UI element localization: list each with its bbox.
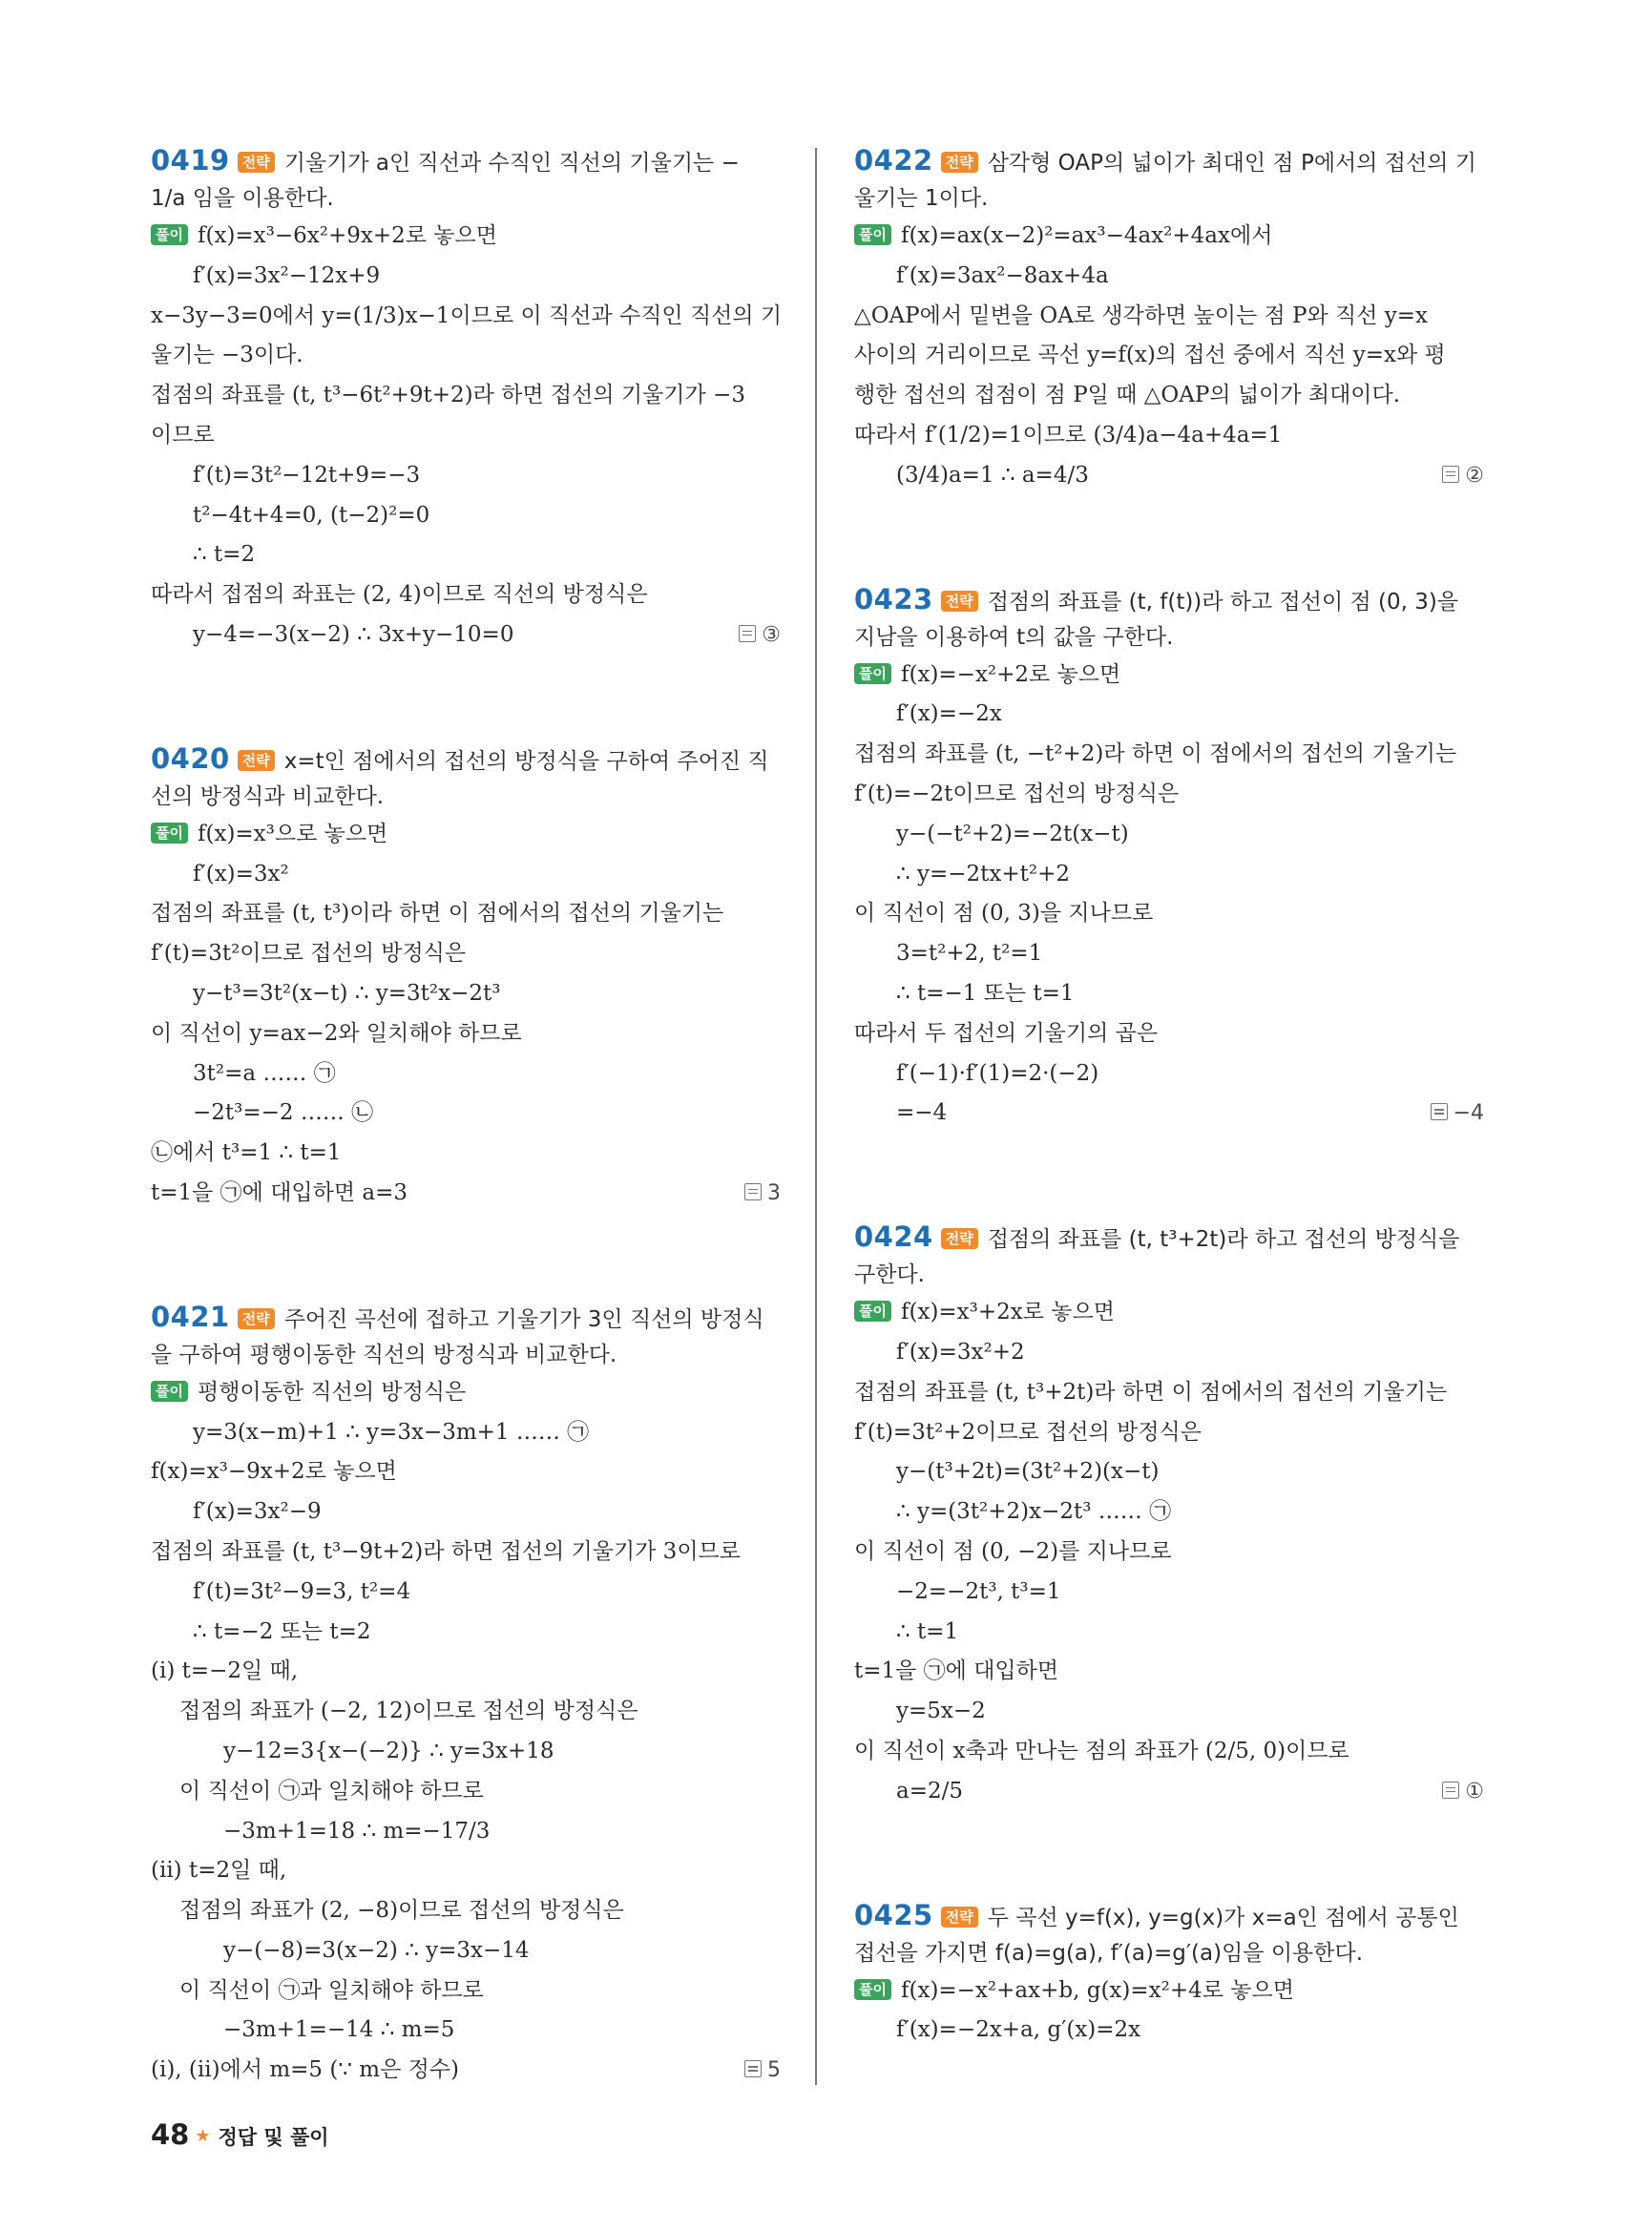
solution-line	[854, 1452, 1484, 1492]
solution-line	[151, 1174, 781, 1214]
answer	[1431, 1094, 1484, 1134]
problem-0419	[151, 143, 781, 656]
solution-line	[151, 934, 781, 974]
solution-line	[151, 1931, 781, 1971]
solution-line	[151, 1652, 781, 1692]
solution-line	[151, 815, 781, 855]
solution-text: ㉡에서 t³=1 ∴ t=1	[151, 1140, 342, 1166]
solution-tag: 풀이	[151, 823, 188, 844]
solution-line	[151, 1054, 781, 1095]
solution-text: ∴ t=2	[193, 542, 256, 568]
problem-number: 0419	[151, 144, 230, 177]
solution-line	[854, 1054, 1484, 1095]
solution-line	[151, 974, 781, 1014]
solution-text: x−3y−3=0에서 y=(1/3)x−1이므로 이 직선과 수직인 직선의 기	[151, 302, 783, 328]
strategy-text: 두 곡선 y=f(x), y=g(x)가 x=a인 점에서 공통인 접선을 가지면 f(a)=g(a), f′(a)=g′(a)임을 이용한다.	[854, 1905, 1459, 1966]
solution-line	[854, 1533, 1484, 1573]
solution-line	[151, 1134, 781, 1174]
solution-text: 이 직선이 x축과 만나는 점의 좌표가 (2/5, 0)이므로	[854, 1738, 1349, 1763]
solution-text: f′(x)=3x²−12x+9	[193, 262, 381, 288]
solution-line	[151, 1772, 781, 1812]
solution-line	[151, 535, 781, 575]
solution-line	[151, 2011, 781, 2051]
solution-text: f(x)=x³−9x+2로 놓으면	[151, 1459, 397, 1485]
solution-tag: 풀이	[854, 224, 891, 245]
solution-line	[151, 1452, 781, 1492]
solution-line	[151, 1891, 781, 1931]
solution-text: −3m+1=18 ∴ m=−17/3	[223, 1818, 491, 1844]
solution-line	[151, 1732, 781, 1772]
solution-text: −3m+1=−14 ∴ m=5	[223, 2017, 455, 2043]
page-number: 48	[151, 2118, 190, 2151]
strategy-tag: 전략	[941, 152, 978, 173]
problem-number: 0424	[854, 1220, 933, 1254]
solution-line	[151, 1692, 781, 1732]
solution-text: f(x)=x³+2x로 놓으면	[900, 1300, 1115, 1325]
solution-text: ∴ t=−2 또는 t=2	[193, 1618, 371, 1644]
left-column	[151, 143, 781, 2177]
solution-line	[854, 1613, 1484, 1653]
solution-text: y−(−t²+2)=−2t(x−t)	[896, 821, 1129, 846]
solution-text: △OAP에서 밑변을 OA로 생각하면 높이는 점 P와 직선 y=x	[854, 302, 1429, 328]
solution-text: f′(t)=3t²이므로 접선의 방정식은	[151, 941, 467, 967]
solution-text: ∴ y=(3t²+2)x−2t³ …… ㉠	[896, 1499, 1172, 1525]
solution-text: 이 직선이 점 (0, −2)를 지나므로	[854, 1538, 1172, 1564]
solution-line	[151, 1971, 781, 2012]
solution-tag: 풀이	[151, 1381, 188, 1402]
strategy-tag: 전략	[941, 1228, 978, 1249]
solution-line	[151, 376, 781, 416]
answer-value: ①	[1465, 1779, 1484, 1804]
page-footer	[151, 2118, 329, 2151]
solution-line	[854, 815, 1484, 855]
solution-text: 이 직선이 y=ax−2와 일치해야 하므로	[151, 1020, 522, 1046]
solution-line	[854, 775, 1484, 815]
problem-0422	[854, 143, 1484, 496]
solution-line	[854, 1094, 1484, 1134]
strategy-text: x=t인 점에서의 접선의 방정식을 구하여 주어진 직선의 방정식과 비교한다.	[151, 748, 769, 809]
solution-text: 3=t²+2, t²=1	[896, 941, 1043, 967]
solution-text: 접점의 좌표를 (t, −t²+2)라 하면 이 점에서의 접선의 기울기는	[854, 741, 1457, 767]
solution-line	[854, 1573, 1484, 1613]
solution-line	[854, 297, 1484, 337]
solution-line	[151, 416, 781, 456]
answer	[1442, 1772, 1484, 1812]
solution-line	[151, 575, 781, 615]
problem-0424	[854, 1220, 1484, 1811]
solution-text: f′(x)=3x²	[193, 861, 289, 886]
problem-0420	[151, 741, 781, 1214]
solution-text: y−t³=3t²(x−t) ∴ y=3t²x−2t³	[193, 980, 501, 1006]
solution-text: 3t²=a …… ㉠	[193, 1060, 336, 1086]
problem-strategy	[151, 143, 781, 217]
solution-line	[854, 257, 1484, 297]
strategy-tag: 전략	[238, 1308, 275, 1329]
solution-text: y−4=−3(x−2) ∴ 3x+y−10=0	[193, 621, 514, 647]
problem-strategy	[854, 143, 1484, 217]
solution-line	[151, 456, 781, 496]
solution-text: 따라서 접점의 좌표는 (2, 4)이므로 직선의 방정식은	[151, 582, 648, 608]
solution-line	[854, 855, 1484, 895]
strategy-tag: 전략	[941, 1907, 978, 1928]
problem-strategy	[854, 582, 1484, 656]
answer-value: ②	[1465, 463, 1484, 488]
solution-text: 접점의 좌표가 (2, −8)이므로 접선의 방정식은	[179, 1898, 624, 1924]
solution-line	[854, 1772, 1484, 1812]
solution-line	[151, 894, 781, 934]
solution-text: f(x)=ax(x−2)²=ax³−4ax²+4ax에서	[900, 223, 1273, 248]
solution-line	[854, 735, 1484, 775]
solution-text: y−12=3{x−(−2)} ∴ y=3x+18	[223, 1738, 554, 1763]
solution-line	[854, 1373, 1484, 1413]
problem-0425	[854, 1898, 1484, 2052]
solution-text: (i), (ii)에서 m=5 (∵ m은 정수)	[151, 2057, 460, 2083]
solution-line	[854, 336, 1484, 376]
solution-line	[151, 2051, 781, 2091]
solution-line	[854, 1692, 1484, 1732]
solution-text: 사이의 거리이므로 곡선 y=f(x)의 접선 중에서 직선 y=x와 평	[854, 343, 1446, 368]
solution-line	[151, 496, 781, 536]
answer-value: ③	[762, 622, 781, 647]
solution-text: (i) t=−2일 때,	[151, 1658, 299, 1684]
solution-line	[854, 1413, 1484, 1453]
solution-text: 울기는 −3이다.	[151, 343, 303, 368]
problem-number: 0422	[854, 144, 933, 177]
solution-text: f(x)=−x²+2로 놓으면	[900, 661, 1121, 687]
solution-text: f′(t)=3t²−12t+9=−3	[193, 462, 421, 488]
solution-line	[854, 1333, 1484, 1373]
answer-value: −4	[1453, 1101, 1484, 1126]
solution-text: y−(t³+2t)=(3t²+2)(x−t)	[896, 1459, 1160, 1485]
solution-line	[151, 1492, 781, 1533]
star-icon: ★	[195, 2126, 211, 2146]
solution-line	[151, 1613, 781, 1653]
solution-line	[854, 1293, 1484, 1333]
answer-icon	[744, 2060, 762, 2077]
solution-text: 이므로	[151, 422, 215, 448]
solution-text: f′(x)=−2x+a, g′(x)=2x	[896, 2017, 1141, 2043]
strategy-tag: 전략	[238, 750, 275, 771]
solution-text: f(x)=x³으로 놓으면	[197, 821, 388, 846]
problem-strategy	[854, 1220, 1484, 1293]
answer-value: 3	[767, 1180, 781, 1205]
answer-value: 5	[767, 2058, 781, 2083]
problem-0421	[151, 1300, 781, 2091]
solution-line	[151, 1094, 781, 1134]
answer-icon	[744, 1183, 762, 1200]
solution-line	[151, 1413, 781, 1453]
strategy-tag: 전략	[941, 591, 978, 612]
solution-text: f′(x)=3ax²−8ax+4a	[896, 262, 1109, 288]
solution-text: 평행이동한 직선의 방정식은	[197, 1379, 467, 1405]
solution-line	[854, 974, 1484, 1014]
solution-line	[854, 656, 1484, 696]
strategy-tag: 전략	[238, 152, 275, 173]
solution-text: 이 직선이 ㉠과 일치해야 하므로	[179, 1977, 484, 2003]
solution-text: y−(−8)=3(x−2) ∴ y=3x−14	[223, 1937, 530, 1963]
answer	[744, 1174, 781, 1214]
solution-line	[854, 1014, 1484, 1054]
solution-text: 접점의 좌표를 (t, t³−6t²+9t+2)라 하면 접선의 기울기가 −3	[151, 383, 745, 408]
solution-text: t=1을 ㉠에 대입하면	[854, 1658, 1059, 1684]
solution-line	[854, 1971, 1484, 2012]
problem-strategy	[854, 1898, 1484, 1971]
solution-tag: 풀이	[854, 1301, 891, 1322]
solution-text: f′(t)=3t²−9=3, t²=4	[193, 1578, 411, 1604]
solution-text: 행한 접선의 접점이 점 P일 때 △OAP의 넓이가 최대이다.	[854, 383, 1401, 408]
solution-line	[854, 456, 1484, 496]
solution-text: f′(t)=−2t이므로 접선의 방정식은	[854, 781, 1180, 806]
solution-line	[151, 257, 781, 297]
solution-text: 접점의 좌표가 (−2, 12)이므로 접선의 방정식은	[179, 1699, 638, 1724]
solution-text: f′(x)=−2x	[896, 701, 1002, 727]
answer	[739, 615, 781, 656]
solution-text: f(x)=−x²+ax+b, g(x)=x²+4로 놓으면	[900, 1977, 1294, 2003]
solution-tag: 풀이	[854, 663, 891, 684]
solution-line	[151, 217, 781, 257]
solution-line	[151, 1533, 781, 1573]
solution-line	[151, 1014, 781, 1054]
problem-number: 0420	[151, 741, 230, 775]
strategy-text: 주어진 곡선에 접하고 기울기가 3인 직선의 방정식을 구하여 평행이동한 직선의 방정식과 비교한다.	[151, 1306, 764, 1367]
solution-line	[151, 855, 781, 895]
answer-icon	[1442, 466, 1459, 483]
solution-text: f′(−1)·f′(1)=2·(−2)	[896, 1060, 1099, 1086]
strategy-text: 접점의 좌표를 (t, f(t))라 하고 접선이 점 (0, 3)을 지남을 이용하여 t의 값을 구한다.	[854, 589, 1459, 650]
answer-icon	[739, 625, 756, 642]
problem-0423	[854, 582, 1484, 1135]
solution-line	[854, 1732, 1484, 1772]
solution-line	[854, 1652, 1484, 1692]
solution-tag: 풀이	[854, 1979, 891, 2000]
solution-text: (3/4)a=1 ∴ a=4/3	[896, 462, 1089, 488]
solution-text: −2t³=−2 …… ㉡	[193, 1100, 374, 1126]
solution-text: f′(x)=3x²−9	[193, 1499, 322, 1525]
solution-text: ∴ t=1	[896, 1618, 959, 1644]
solution-text: ∴ y=−2tx+t²+2	[896, 861, 1070, 886]
solution-line	[151, 615, 781, 656]
problem-number: 0425	[854, 1898, 933, 1931]
solution-text: 따라서 두 접선의 기울기의 곱은	[854, 1020, 1159, 1046]
solution-text: 이 직선이 점 (0, 3)을 지나므로	[854, 901, 1154, 927]
answer	[1442, 456, 1484, 496]
solution-text: t²−4t+4=0, (t−2)²=0	[193, 502, 430, 528]
solution-text: 이 직선이 ㉠과 일치해야 하므로	[179, 1778, 484, 1804]
solution-tag: 풀이	[151, 224, 188, 245]
solution-text: t=1을 ㉠에 대입하면 a=3	[151, 1179, 408, 1205]
problem-strategy	[151, 741, 781, 815]
strategy-text: 기울기가 a인 직선과 수직인 직선의 기울기는 − 1/a 임을 이용한다.	[151, 151, 740, 211]
solution-line	[854, 416, 1484, 456]
answer-icon	[1442, 1782, 1459, 1799]
solution-text: f′(x)=3x²+2	[896, 1339, 1025, 1365]
solution-text: f′(t)=3t²+2이므로 접선의 방정식은	[854, 1419, 1202, 1445]
solution-line	[854, 376, 1484, 416]
problem-number: 0421	[151, 1300, 230, 1333]
solution-line	[151, 1812, 781, 1852]
strategy-text: 접점의 좌표를 (t, t³+2t)라 하고 접선의 방정식을 구한다.	[854, 1227, 1460, 1288]
solution-text: 접점의 좌표를 (t, t³)이라 하면 이 점에서의 접선의 기울기는	[151, 901, 724, 927]
solution-line	[854, 934, 1484, 974]
answer-icon	[1431, 1103, 1448, 1120]
solution-line	[854, 217, 1484, 257]
solution-text: (ii) t=2일 때,	[151, 1858, 287, 1884]
solution-text: 따라서 f′(1/2)=1이므로 (3/4)a−4a+4a=1	[854, 422, 1283, 448]
solution-text: a=2/5	[896, 1778, 963, 1804]
solution-line	[151, 297, 781, 337]
footer-label: 정답 및 풀이	[218, 2126, 329, 2149]
solution-line	[151, 336, 781, 376]
solution-text: 접점의 좌표를 (t, t³+2t)라 하면 이 점에서의 접선의 기울기는	[854, 1379, 1448, 1405]
solution-line	[854, 2011, 1484, 2051]
solution-line	[854, 894, 1484, 934]
strategy-text: 삼각형 OAP의 넓이가 최대인 점 P에서의 접선의 기울기는 1이다.	[854, 151, 1476, 211]
solution-text: ∴ t=−1 또는 t=1	[896, 980, 1075, 1006]
solution-text: f(x)=x³−6x²+9x+2로 놓으면	[197, 223, 497, 248]
solution-line	[151, 1373, 781, 1413]
problem-number: 0423	[854, 582, 933, 615]
solution-line	[854, 695, 1484, 735]
solution-line	[854, 1492, 1484, 1533]
solution-text: y=3(x−m)+1 ∴ y=3x−3m+1 …… ㉠	[193, 1419, 590, 1445]
solution-line	[151, 1573, 781, 1613]
solution-text: y=5x−2	[896, 1699, 986, 1724]
solution-line	[151, 1851, 781, 1891]
right-column	[854, 143, 1484, 2137]
solution-text: =−4	[896, 1100, 948, 1126]
column-divider	[815, 148, 817, 2085]
problem-strategy	[151, 1300, 781, 1373]
solution-text: −2=−2t³, t³=1	[896, 1578, 1061, 1604]
answer	[744, 2051, 781, 2091]
solution-text: 접점의 좌표를 (t, t³−9t+2)라 하면 접선의 기울기가 3이므로	[151, 1538, 741, 1564]
